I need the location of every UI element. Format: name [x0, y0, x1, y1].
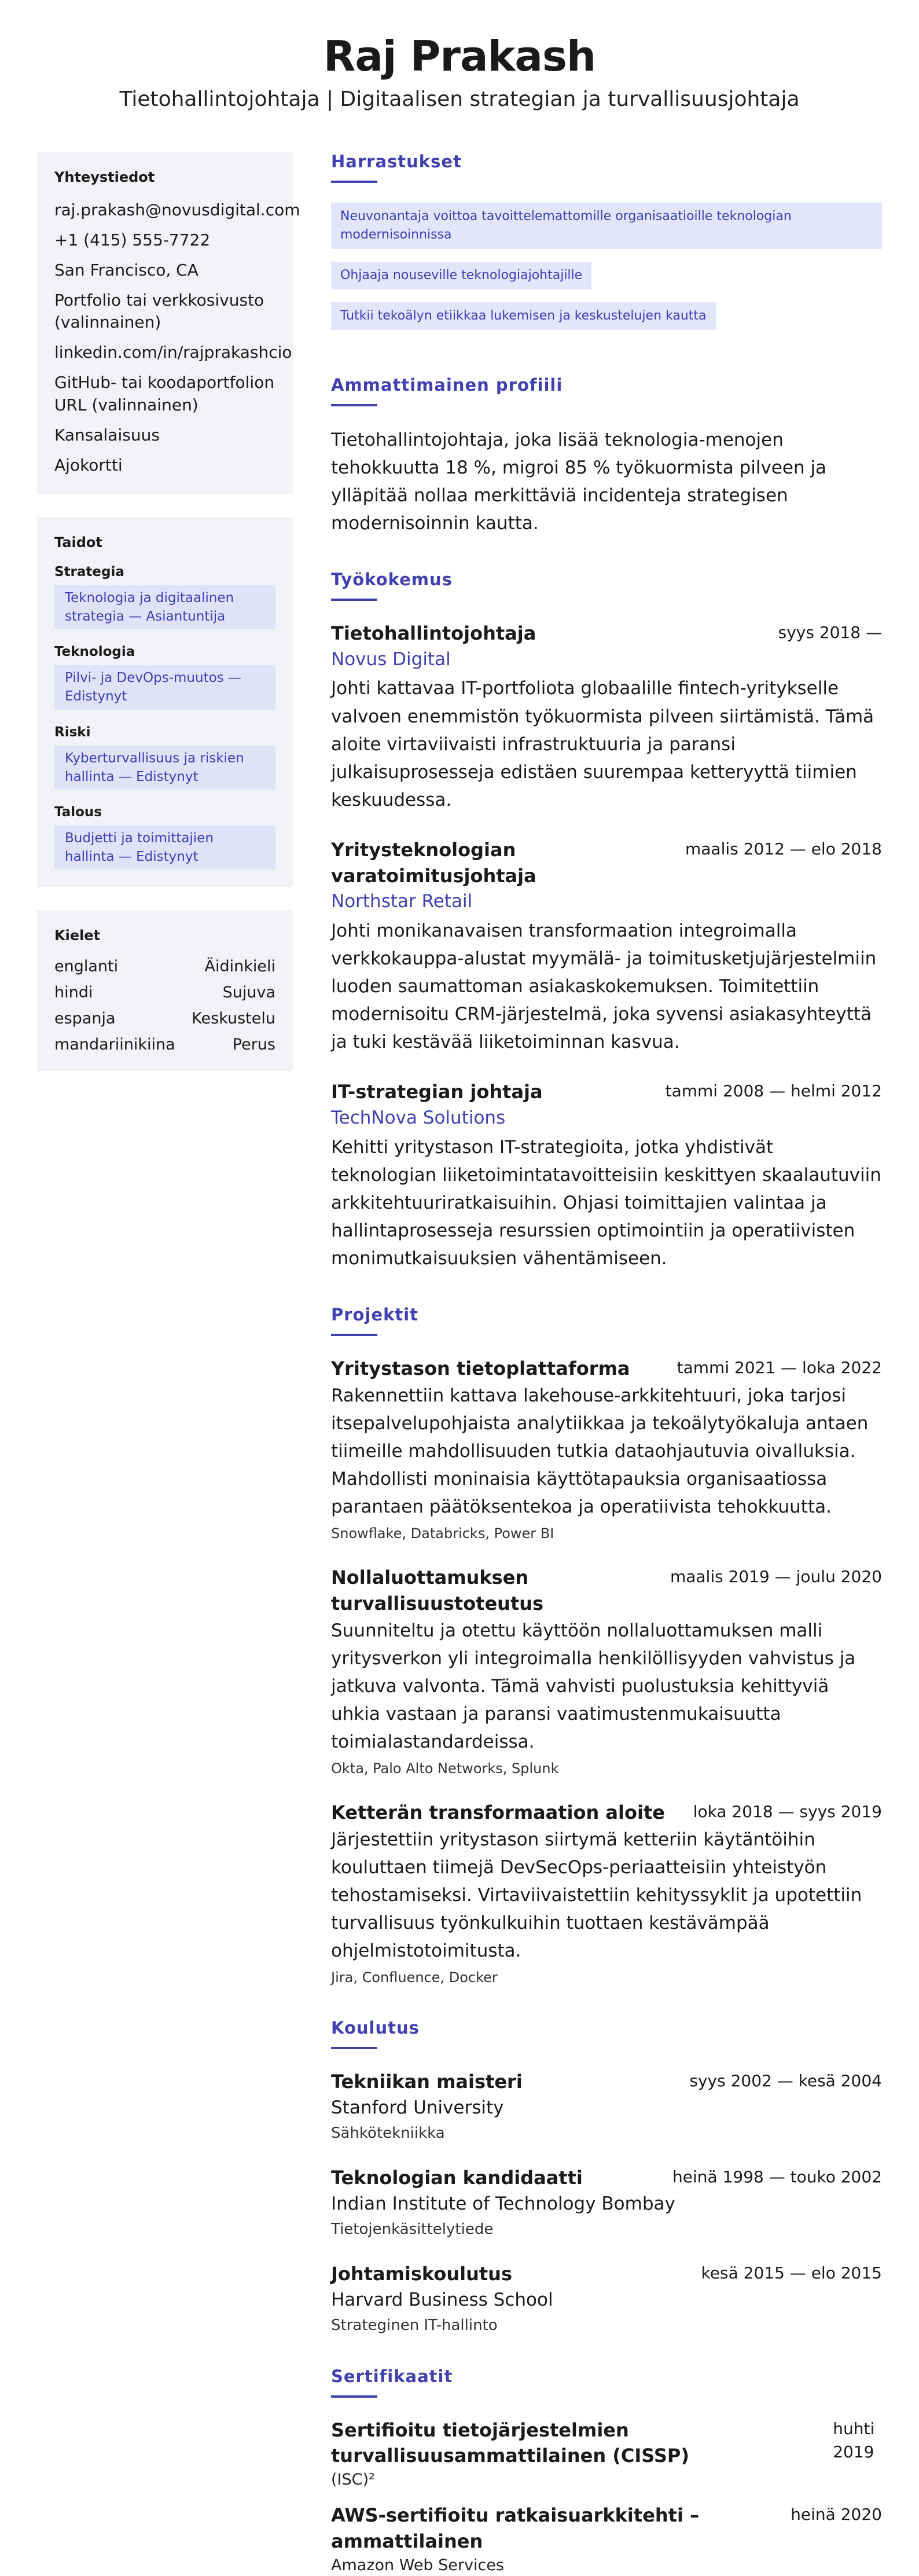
- education-section: [331, 2018, 882, 2333]
- section-divider: [331, 404, 377, 406]
- skill-tag: Teknologia ja digitaalinen strategia — Asiantuntija: [54, 585, 275, 629]
- school-name: Harvard Business School: [331, 2289, 553, 2310]
- section-title: Projektit: [331, 1305, 419, 1325]
- job-description: Johti kattavaa IT-portfoliota globaalille fintech-yritykselle valvoen enemmistön työkuormista pilveen siirtämistä. Tämä aloite virtaviivaisti infrastruktuuria ja paransi julkaisuprosesseja edistäen suurempaa ketteryyttä tiimien keskuudessa.: [331, 678, 874, 810]
- candidate-name: Raj Prakash: [323, 32, 596, 80]
- project-description: Järjestettiin yritystason siirtymä ketteriin käytäntöihin kouluttaen tiimejä DevSecOps-periaatteisiin yhteistyön tehostamiseksi. Virtaviivaistettiin kehityssyklit ja upotettiin turvallisuus työnkulkuihin tuottaen kestävämpää ohjelmistotoimitusta.: [331, 1829, 862, 1962]
- school-name: Indian Institute of Technology Bombay: [331, 2193, 675, 2214]
- main-content: [331, 152, 882, 2576]
- contact-linkedin[interactable]: linkedin.com/in/rajprakashcio: [54, 343, 292, 362]
- languages-card: [37, 910, 293, 1071]
- skill-category: Riski: [54, 724, 91, 740]
- job-date: syys 2018 —: [778, 622, 882, 642]
- project-date: maalis 2019 — joulu 2020: [670, 1567, 882, 1587]
- certifications-section: [331, 2366, 882, 2576]
- projects-section: [331, 1305, 882, 1986]
- profile-summary: Tietohallintojohtaja, joka lisää teknologia-menojen tehokkuutta 18 %, migroi 85 % työkuormista pilveen ja ylläpitää nollaa merkittäviä incidenteja strategisen modernisoinnin kautta.: [331, 429, 827, 534]
- experience-entry: [331, 1079, 882, 1272]
- project-description: Suunniteltu ja otettu käyttöön nollaluottamuksen malli yritysverkon yli integroimalla henkilöllisyyden vahvistus ja jatkuva valvonta. Tämä vahvisti puolustuksia kehittyviä uhkia vastaan ja paransi vaatimustenmukaisuutta toimialastandardeissa.: [331, 1620, 856, 1753]
- language-level: Äidinkieli: [204, 957, 275, 976]
- certification-issuer: (ISC)²: [331, 2471, 375, 2489]
- contact-github[interactable]: GitHub- tai koodaportfolion URL (valinnainen): [54, 373, 275, 414]
- contact-card: [37, 152, 300, 494]
- experience-section: [331, 570, 882, 1273]
- certification-entry: [331, 2502, 882, 2576]
- contact-portfolio[interactable]: Portfolio tai verkkosivusto (valinnainen): [54, 291, 264, 332]
- language-name: hindi: [54, 984, 93, 1002]
- interest-tag: Neuvonantaja voittoa tavoittelemattomille organisaatioille teknologian modernisoinnissa: [331, 203, 882, 249]
- job-description: Kehitti yritystason IT-strategioita, jotka yhdistivät teknologian liiketoimintatavoitteisiin keskittyen skaalautuviin arkkitehtuuriratkaisuihin. Ohjasi toimittajien valintaa ja hallintaprosesseja resurssien optimointiin ja operatiivisten monimutkaisuuksien vähentämiseen.: [331, 1137, 881, 1269]
- job-title: IT-strategian johtaja: [331, 1081, 543, 1103]
- skill-tag: Kyberturvallisuus ja riskien hallinta — Edistynyt: [54, 746, 275, 790]
- project-entry: [331, 1565, 882, 1777]
- contact-phone[interactable]: +1 (415) 555-7722: [54, 230, 211, 250]
- education-date: kesä 2015 — elo 2015: [701, 2263, 882, 2283]
- skill-category: Strategia: [54, 564, 124, 579]
- interests-section: [331, 152, 882, 343]
- education-entry: [331, 2069, 882, 2142]
- certification-date: huhti 2019: [833, 2419, 875, 2462]
- language-row: [54, 984, 275, 1001]
- company-name: Northstar Retail: [331, 891, 473, 912]
- field-of-study: Sähkötekniikka: [331, 2124, 445, 2142]
- certification-entry: [331, 2417, 882, 2491]
- sidebar: [37, 152, 300, 1094]
- language-row: [54, 1010, 275, 1028]
- company-name: Novus Digital: [331, 648, 451, 670]
- section-title: Sertifikaatit: [331, 2366, 453, 2386]
- job-description: Johti monikanavaisen transformaation integroimalla verkkokauppa-alustat myymälä- ja toimitusketjujärjestelmiin luoden saumattoman asiakaskokemuksen. Toimitettiin modernisoitu CRM-järjestelmä, joka syvensi asiakasyhteyttä ja tuki kestävää liiketoiminnan kasvua.: [331, 920, 877, 1053]
- project-tech: Okta, Palo Alto Networks, Splunk: [331, 1760, 559, 1777]
- profile-section: [331, 375, 882, 537]
- skill-category: Talous: [54, 804, 102, 820]
- certification-name: Sertifioitu tietojärjestelmien turvallisuusammattilainen (CISSP): [331, 2419, 689, 2467]
- degree-name: Teknologian kandidaatti: [331, 2167, 583, 2189]
- section-divider: [331, 599, 377, 601]
- candidate-headline: Tietohallintojohtaja | Digitaalisen strategian ja turvallisuusjohtaja: [119, 87, 800, 112]
- project-name: Ketterän transformaation aloite: [331, 1801, 665, 1824]
- interest-tag: Ohjaaja nouseville teknologiajohtajille: [331, 262, 591, 289]
- project-date: tammi 2021 — loka 2022: [677, 1358, 882, 1378]
- project-tech: Snowflake, Databricks, Power BI: [331, 1525, 554, 1542]
- section-title: Koulutus: [331, 2018, 420, 2038]
- project-tech: Jira, Confluence, Docker: [331, 1969, 498, 1986]
- skill-category: Teknologia: [54, 644, 135, 660]
- language-row: [54, 1036, 275, 1054]
- education-date: syys 2002 — kesä 2004: [689, 2071, 882, 2091]
- field-of-study: Tietojenkäsittelytiede: [331, 2220, 494, 2238]
- language-level: Perus: [232, 1036, 275, 1054]
- contact-citizenship: Kansalaisuus: [54, 425, 160, 445]
- resume-header: [0, 34, 919, 111]
- skill-tag: Budjetti ja toimittajien hallinta — Edistynyt: [54, 825, 275, 869]
- section-divider: [331, 181, 377, 183]
- contact-location: San Francisco, CA: [54, 260, 198, 280]
- language-level: Sujuva: [222, 984, 275, 1002]
- language-name: englanti: [54, 957, 119, 976]
- language-name: mandariinikiina: [54, 1036, 175, 1054]
- contact-email[interactable]: raj.prakash@novusdigital.com: [54, 200, 300, 219]
- project-entry: [331, 1800, 882, 1986]
- experience-entry: [331, 837, 882, 1056]
- education-date: heinä 1998 — touko 2002: [672, 2167, 882, 2187]
- project-name: Nollaluottamuksen turvallisuustoteutus: [331, 1566, 544, 1615]
- section-divider: [331, 2047, 377, 2049]
- language-level: Keskustelu: [192, 1010, 275, 1028]
- section-title: Harrastukset: [331, 152, 462, 171]
- experience-entry: [331, 621, 882, 814]
- job-title: Tietohallintojohtaja: [331, 622, 536, 644]
- skills-heading: Taidot: [54, 534, 102, 551]
- languages-heading: Kielet: [54, 927, 101, 944]
- section-title: Ammattimainen profiili: [331, 375, 563, 395]
- project-date: loka 2018 — syys 2019: [693, 1802, 882, 1822]
- education-entry: [331, 2165, 882, 2238]
- degree-name: Tekniikan maisteri: [331, 2071, 523, 2093]
- field-of-study: Strateginen IT-hallinto: [331, 2316, 498, 2334]
- skill-tag: Pilvi- ja DevOps-muutos — Edistynyt: [54, 665, 275, 709]
- language-name: espanja: [54, 1010, 116, 1028]
- skills-card: [37, 517, 293, 887]
- project-name: Yritystason tietoplattaforma: [331, 1357, 630, 1380]
- job-date: maalis 2012 — elo 2018: [685, 839, 882, 858]
- project-entry: [331, 1356, 882, 1542]
- education-entry: [331, 2261, 882, 2334]
- project-description: Rakennettiin kattava lakehouse-arkkitehtuuri, joka tarjosi itsepalvelupohjaista analytiikkaa ja tekoälytyökaluja antaen tiimeille mahdollisuuden tutkia dataohjautuvia oivalluksia. Mahdollisti moninaisia käyttötapauksia organisaatiossa parantaen päätöksentekoa ja operatiivista tehokkuutta.: [331, 1385, 869, 1518]
- section-divider: [331, 2395, 377, 2398]
- contact-heading: Yhteystiedot: [54, 169, 155, 185]
- interest-tag: Tutkii tekoälyn etiikkaa lukemisen ja keskustelujen kautta: [331, 302, 716, 330]
- certification-name: AWS-sertifioitu ratkaisuarkkitehti – ammattilainen: [331, 2504, 700, 2552]
- language-row: [54, 957, 275, 975]
- school-name: Stanford University: [331, 2097, 504, 2119]
- company-name: TechNova Solutions: [331, 1107, 506, 1129]
- job-date: tammi 2008 — helmi 2012: [665, 1081, 882, 1101]
- section-divider: [331, 1334, 377, 1336]
- job-title: Yritysteknologian varatoimitusjohtaja: [331, 838, 536, 887]
- certification-date: heinä 2020: [791, 2504, 882, 2524]
- contact-drivers-license: Ajokortti: [54, 455, 123, 475]
- certification-issuer: Amazon Web Services: [331, 2556, 505, 2574]
- degree-name: Johtamiskoulutus: [331, 2262, 512, 2285]
- section-title: Työkokemus: [331, 569, 453, 589]
